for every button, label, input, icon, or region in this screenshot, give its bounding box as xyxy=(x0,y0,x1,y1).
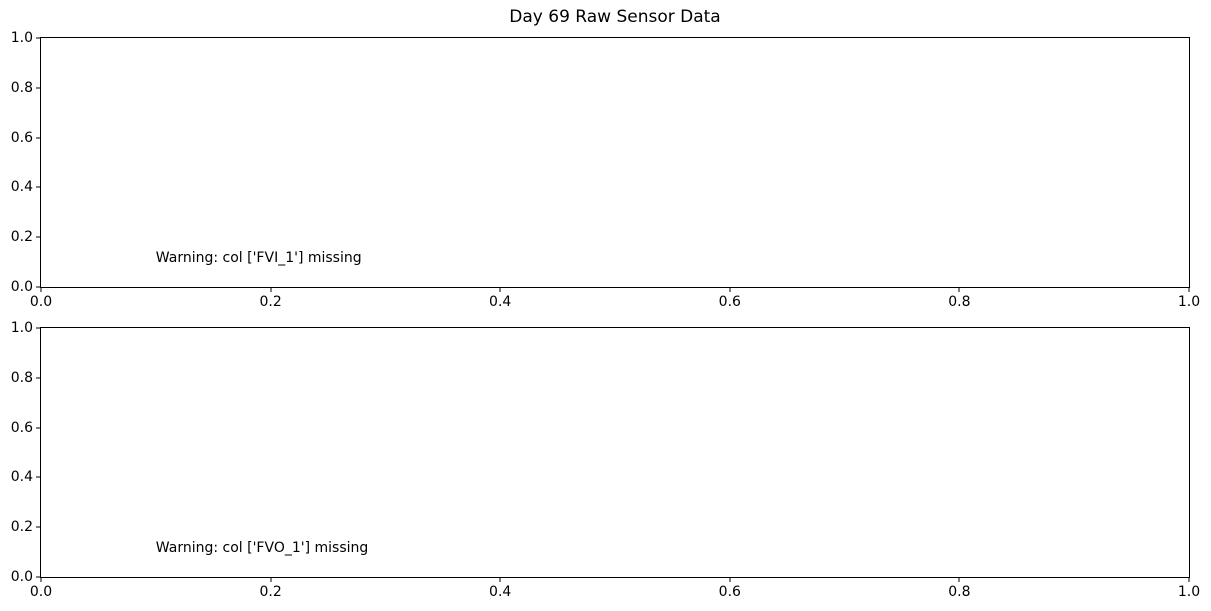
y-tick-label: 0.4 xyxy=(10,179,33,196)
x-tick-label: 0.2 xyxy=(259,584,282,600)
x-tick-mark xyxy=(1189,288,1190,292)
x-tick-mark xyxy=(500,288,501,292)
y-tick-label: 0.6 xyxy=(10,129,33,146)
warning-text-top: Warning: col ['FVI_1'] missing xyxy=(155,250,362,267)
y-tick-label: 1.0 xyxy=(10,320,33,336)
y-tick-mark xyxy=(36,137,40,138)
y-tick-mark xyxy=(36,38,40,39)
y-tick-label: 0.0 xyxy=(10,279,33,295)
x-tick-label: 0.4 xyxy=(489,584,512,600)
x-tick-label: 0.8 xyxy=(948,584,971,600)
x-tick-label: 0.2 xyxy=(259,294,282,310)
y-tick-label: 0.6 xyxy=(10,419,33,436)
y-tick-mark xyxy=(36,237,40,238)
figure-title: Day 69 Raw Sensor Data xyxy=(509,7,721,27)
y-tick-label: 1.0 xyxy=(10,30,33,46)
x-tick-mark xyxy=(41,288,42,292)
y-tick-mark xyxy=(36,328,40,329)
x-tick-label: 1.0 xyxy=(1177,294,1201,310)
x-tick-label: 1.0 xyxy=(1177,584,1201,600)
x-tick-label: 0.8 xyxy=(948,294,971,310)
y-tick-label: 0.4 xyxy=(10,469,33,486)
y-tick-label: 0.0 xyxy=(10,569,33,585)
y-tick-mark xyxy=(36,87,40,88)
y-tick-mark xyxy=(36,527,40,528)
y-tick-mark xyxy=(36,377,40,378)
x-tick-mark xyxy=(959,288,960,292)
y-tick-label: 0.2 xyxy=(10,229,33,246)
subplot-bottom xyxy=(10,320,1201,600)
x-tick-mark xyxy=(1189,578,1190,582)
x-tick-label: 0.0 xyxy=(29,294,53,310)
x-tick-mark xyxy=(270,288,271,292)
y-tick-mark xyxy=(36,577,40,578)
x-tick-label: 0.6 xyxy=(718,294,741,310)
warning-text-bottom: Warning: col ['FVO_1'] missing xyxy=(155,540,369,557)
y-tick-mark xyxy=(36,187,40,188)
subplot-top xyxy=(10,30,1201,310)
x-tick-label: 0.0 xyxy=(29,584,53,600)
y-tick-mark xyxy=(36,427,40,428)
y-tick-label: 0.2 xyxy=(10,519,33,536)
x-tick-mark xyxy=(959,578,960,582)
y-tick-label: 0.8 xyxy=(10,79,33,96)
x-tick-mark xyxy=(729,578,730,582)
x-tick-label: 0.6 xyxy=(718,584,741,600)
y-tick-label: 0.8 xyxy=(10,369,33,386)
x-tick-mark xyxy=(270,578,271,582)
y-tick-mark xyxy=(36,477,40,478)
x-tick-mark xyxy=(500,578,501,582)
x-tick-mark xyxy=(41,578,42,582)
y-tick-mark xyxy=(36,287,40,288)
x-tick-label: 0.4 xyxy=(489,294,512,310)
x-tick-mark xyxy=(729,288,730,292)
